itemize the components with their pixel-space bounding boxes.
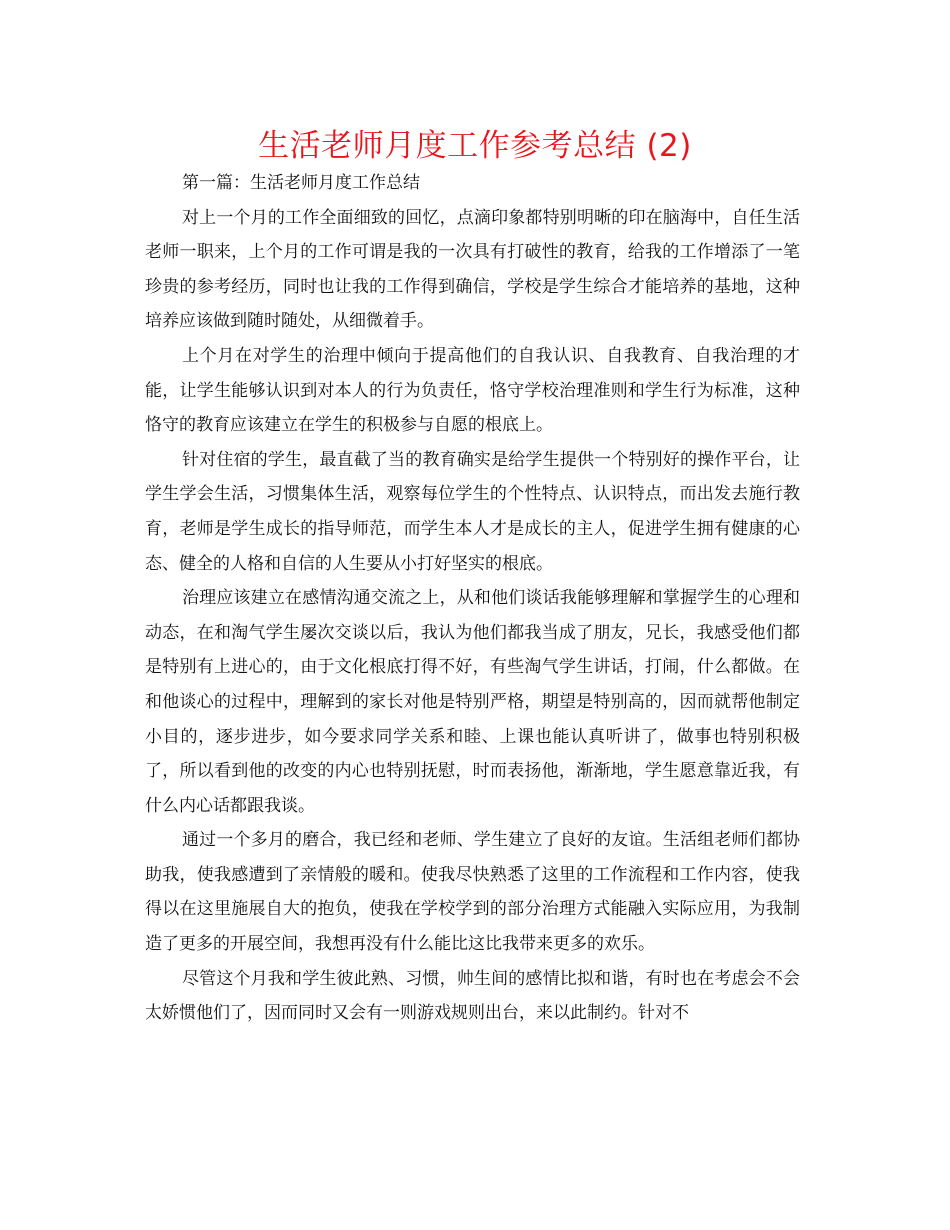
- document-title: 生活老师月度工作参考总结 (2): [258, 128, 692, 164]
- paragraph: 对上一个月的工作全面细致的回忆，点滴印象都特别明晰的印在脑海中，自任生活老师一职来，上个月的工作可谓是我的一次具有打破性的教育，给我的工作增添了一笔珍贵的参考经历，同时也让我的工作得到确信，学校是学生综合才能培养的基地，这种培养应该做到随时随处，从细微着手。: [145, 207, 800, 332]
- paragraph: 治理应该建立在感情沟通交流之上，从和他们谈话我能够理解和掌握学生的心理和动态，在和淘气学生屡次交谈以后，我认为他们都我当成了朋友，兄长，我感受他们都是特别有上进心的，由于文化根底打得不好，有些淘气学生讲话，打闹，什么都做。在和他谈心的过程中，理解到的家长对他是特别严格，期望是特别高的，因而就帮他制定小目的，逐步进步，如今要求同学关系和睦、上课也能认真听讲了，做事也特别积极了，所以看到他的改变的内心也特别抚慰，时而表扬他，渐渐地，学生愿意靠近我，有什么内心话都跟我谈。: [145, 588, 800, 816]
- section-heading: 第一篇：生活老师月度工作总结: [182, 173, 420, 193]
- paragraph: 尽管这个月我和学生彼此熟、习惯，帅生间的感情比拟和谐，有时也在考虑会不会太娇惯他们了，因而同时又会有一则游戏规则出台，来以此制约。针对不: [145, 968, 800, 1024]
- document-body: [145, 166, 800, 1031]
- paragraph: 通过一个多月的磨合，我已经和老师、学生建立了良好的友谊。生活组老师们都协助我，使我感遭到了亲情般的暖和。使我尽快熟悉了这里的工作流程和工作内容，使我得以在这里施展自大的抱负，使我在学校学到的部分治理方式能融入实际应用，为我制造了更多的开展空间，我想再没有什么能比这比我带来更多的欢乐。: [145, 830, 800, 955]
- paragraph: 针对住宿的学生，最直截了当的教育确实是给学生提供一个特别好的操作平台，让学生学会生活，习惯集体生活，观察每位学生的个性特点、认识特点，而出发去施行教育，老师是学生成长的指导师范，而学生本人才是成长的主人，促进学生拥有健康的心态、健全的人格和自信的人生要从小打好坚实的根底。: [145, 449, 800, 574]
- paragraph: 上个月在对学生的治理中倾向于提高他们的自我认识、自我教育、自我治理的才能，让学生能够认识到对本人的行为负责任，恪守学校治理准则和学生行为标准，这种恪守的教育应该建立在学生的积极参与自愿的根底上。: [145, 345, 800, 436]
